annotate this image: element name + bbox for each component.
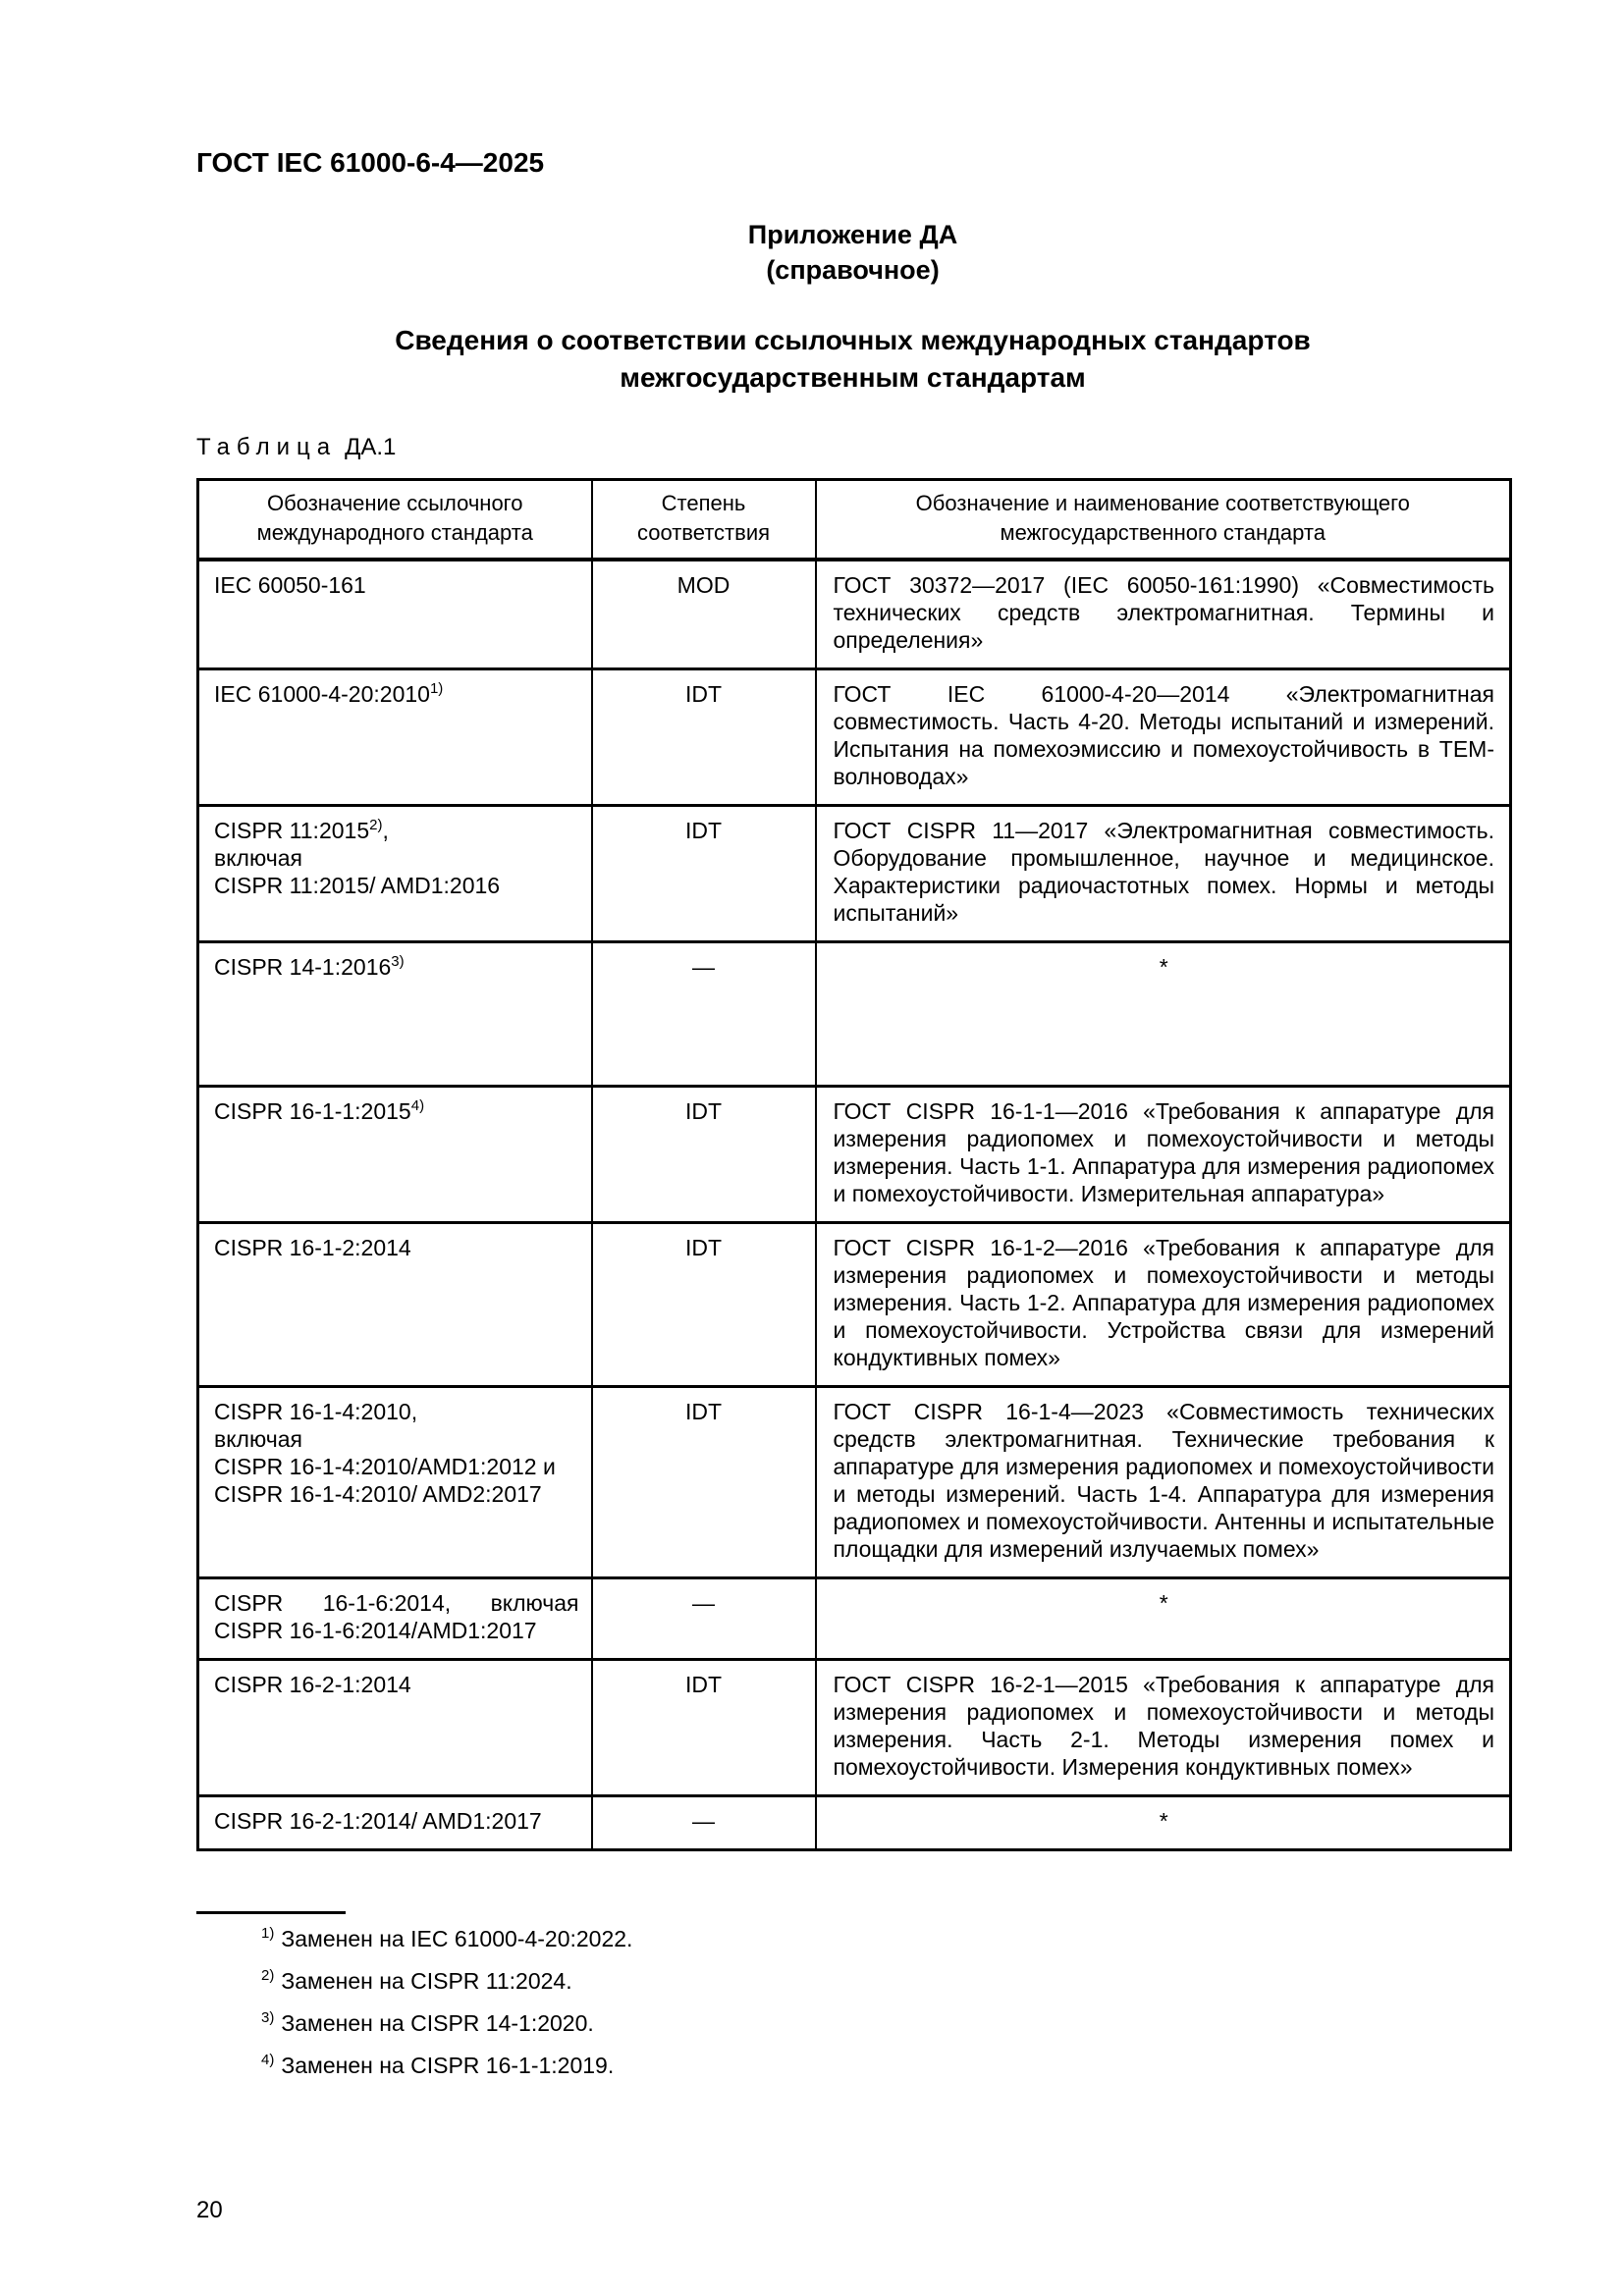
footnote-ref-marker: 1) <box>429 680 444 697</box>
table-caption <box>196 434 396 461</box>
degree-cell: — <box>592 1578 816 1660</box>
footnote-marker: 1) <box>261 1925 275 1942</box>
ref-standard-line: CISPR 16-1-1:2015$^{4)}$ <box>214 1097 425 1124</box>
table-row <box>198 1087 1511 1223</box>
footnote-text: Заменен на CISPR 11:2024. <box>281 1968 572 1994</box>
ref-standard-cell <box>198 1387 592 1578</box>
ref-standard-line: CISPR 16-1-6:2014, включая CISPR 16-1-6:2014/AMD1:2017 <box>214 1590 579 1643</box>
match-standard-cell: * <box>816 942 1511 1087</box>
match-standard-cell: ГОСТ CISPR 16-1-4—2023 «Совместимость технических средств электромагнитная. Технические требования к аппаратуре для измерения радиопомех и помехоустойчивости и методы измерений. Часть 1-4. Аппаратура для измерения радиопомех и помехоустойчивости. Антенны и испытательные площадки для измерений излучаемых помех» <box>816 1387 1511 1578</box>
footnote-ref-marker: 3) <box>391 953 405 970</box>
match-standard-cell: ГОСТ CISPR 16-2-1—2015 «Требования к аппаратуре для измерения радиопомех и помехоустойчивости и методы измерения. Часть 2-1. Методы измерения помех и помехоустойчивости. Измерения кондуктивных помех» <box>816 1660 1511 1796</box>
footnote-item <box>261 2053 1509 2079</box>
ref-standard-line: CISPR 14-1:2016$^{3)}$ <box>214 953 405 980</box>
table-row <box>198 669 1511 806</box>
header-ref-standard: Обозначение ссылочного международного стандарта <box>198 480 592 561</box>
footnote-text: Заменен на CISPR 14-1:2020. <box>281 2010 594 2036</box>
ref-standard-cell <box>198 1087 592 1223</box>
degree-cell: MOD <box>592 560 816 669</box>
appendix-label: Приложение ДА <box>747 220 958 249</box>
table-row <box>198 1387 1511 1578</box>
match-standard-cell: ГОСТ CISPR 16-1-2—2016 «Требования к аппаратуре для измерения радиопомех и помехоустойчивости и методы измерения. Часть 1-2. Аппаратура для измерения радиопомех и помехоустойчивости. Устройства связи для измерений кондуктивных помех» <box>816 1223 1511 1387</box>
ref-standard-line: CISPR 16-2-1:2014 <box>214 1672 411 1697</box>
header-degree: Степень соответствия <box>592 480 816 561</box>
degree-cell: IDT <box>592 1660 816 1796</box>
content-area <box>196 0 1509 2296</box>
match-standard-cell: ГОСТ CISPR 11—2017 «Электромагнитная совместимость. Оборудование промышленное, научное и медицинское. Характеристики радиочастотных помех. Нормы и методы испытаний» <box>816 806 1511 942</box>
footnote-text: Заменен на IEC 61000-4-20:2022. <box>281 1926 633 1951</box>
degree-cell: IDT <box>592 1387 816 1578</box>
table-caption-number: ДА.1 <box>345 434 397 460</box>
ref-standard-line: включая <box>214 845 302 871</box>
footnote-ref-marker: 4) <box>410 1097 425 1114</box>
footnote-marker: 2) <box>261 1967 275 1984</box>
page-number: 20 <box>196 2197 223 2223</box>
ref-standard-line: CISPR 16-1-2:2014 <box>214 1235 411 1260</box>
table-row <box>198 1578 1511 1660</box>
degree-cell: IDT <box>592 806 816 942</box>
degree-cell: IDT <box>592 669 816 806</box>
degree-cell: IDT <box>592 1223 816 1387</box>
footnote-separator <box>196 1911 346 1914</box>
ref-standard-cell <box>198 1578 592 1660</box>
ref-standard-cell <box>198 669 592 806</box>
header-match-standard: Обозначение и наименование соответствующего межгосударственного стандарта <box>816 480 1511 561</box>
table-row <box>198 1223 1511 1387</box>
table-row <box>198 1660 1511 1796</box>
ref-standard-cell <box>198 806 592 942</box>
appendix-type: (справочное) <box>766 255 940 285</box>
section-title-line2: межгосударственным стандартам <box>620 362 1086 393</box>
ref-standard-line: CISPR 11:2015/ AMD1:2016 <box>214 873 501 898</box>
match-standard-cell: ГОСТ IEC 61000-4-20—2014 «Электромагнитная совместимость. Часть 4-20. Методы испытаний и измерений. Испытания на помехоэмиссию и помехоустойчивость в ТЕМ-волноводах» <box>816 669 1511 806</box>
table-row <box>198 942 1511 1087</box>
ref-standard-cell <box>198 942 592 1087</box>
correspondence-table <box>196 478 1512 1851</box>
ref-standard-cell <box>198 1796 592 1850</box>
ref-standard-cell <box>198 560 592 669</box>
footnote-item <box>261 1926 1509 1952</box>
table-row <box>198 560 1511 669</box>
degree-cell: — <box>592 1796 816 1850</box>
footnotes <box>196 1926 1509 2095</box>
table-caption-word: Таблица <box>196 434 338 460</box>
ref-standard-line: CISPR 11:2015$^{2)}$, <box>214 817 389 843</box>
ref-standard-line: включая <box>214 1426 302 1452</box>
ref-standard-line: IEC 61000-4-20:2010$^{1)}$ <box>214 680 444 707</box>
table-row <box>198 806 1511 942</box>
table-row <box>198 1796 1511 1850</box>
footnote-item <box>261 1968 1509 1995</box>
footnote-ref-marker: 2) <box>369 817 383 833</box>
ref-standard-line: CISPR 16-1-4:2010/ AMD2:2017 <box>214 1481 542 1507</box>
match-standard-cell: * <box>816 1796 1511 1850</box>
match-standard-cell: * <box>816 1578 1511 1660</box>
doc-header: ГОСТ IEC 61000-6-4—2025 <box>196 147 545 178</box>
footnote-item <box>261 2010 1509 2037</box>
footnote-text: Заменен на CISPR 16-1-1:2019. <box>281 2053 615 2078</box>
ref-standard-cell <box>198 1223 592 1387</box>
ref-standard-line: CISPR 16-1-4:2010/AMD1:2012 и <box>214 1454 556 1479</box>
ref-standard-line: CISPR 16-2-1:2014/ AMD1:2017 <box>214 1808 542 1834</box>
footnote-marker: 3) <box>261 2009 275 2026</box>
section-title-line1: Сведения о соответствии ссылочных международных стандартов <box>395 325 1311 355</box>
degree-cell: IDT <box>592 1087 816 1223</box>
ref-standard-cell <box>198 1660 592 1796</box>
ref-standard-line: IEC 60050-161 <box>214 572 366 598</box>
table-header-row <box>198 480 1511 561</box>
degree-cell: — <box>592 942 816 1087</box>
ref-standard-line: CISPR 16-1-4:2010, <box>214 1399 418 1424</box>
section-title <box>196 322 1509 397</box>
match-standard-cell: ГОСТ CISPR 16-1-1—2016 «Требования к аппаратуре для измерения радиопомех и помехоустойчивости и методы измерения. Часть 1-1. Аппаратура для измерения радиопомех и помехоустойчивости. Измерительная аппаратура» <box>816 1087 1511 1223</box>
footnote-marker: 4) <box>261 2052 275 2068</box>
match-standard-cell: ГОСТ 30372—2017 (IEC 60050-161:1990) «Совместимость технических средств электромагнитная. Термины и определения» <box>816 560 1511 669</box>
